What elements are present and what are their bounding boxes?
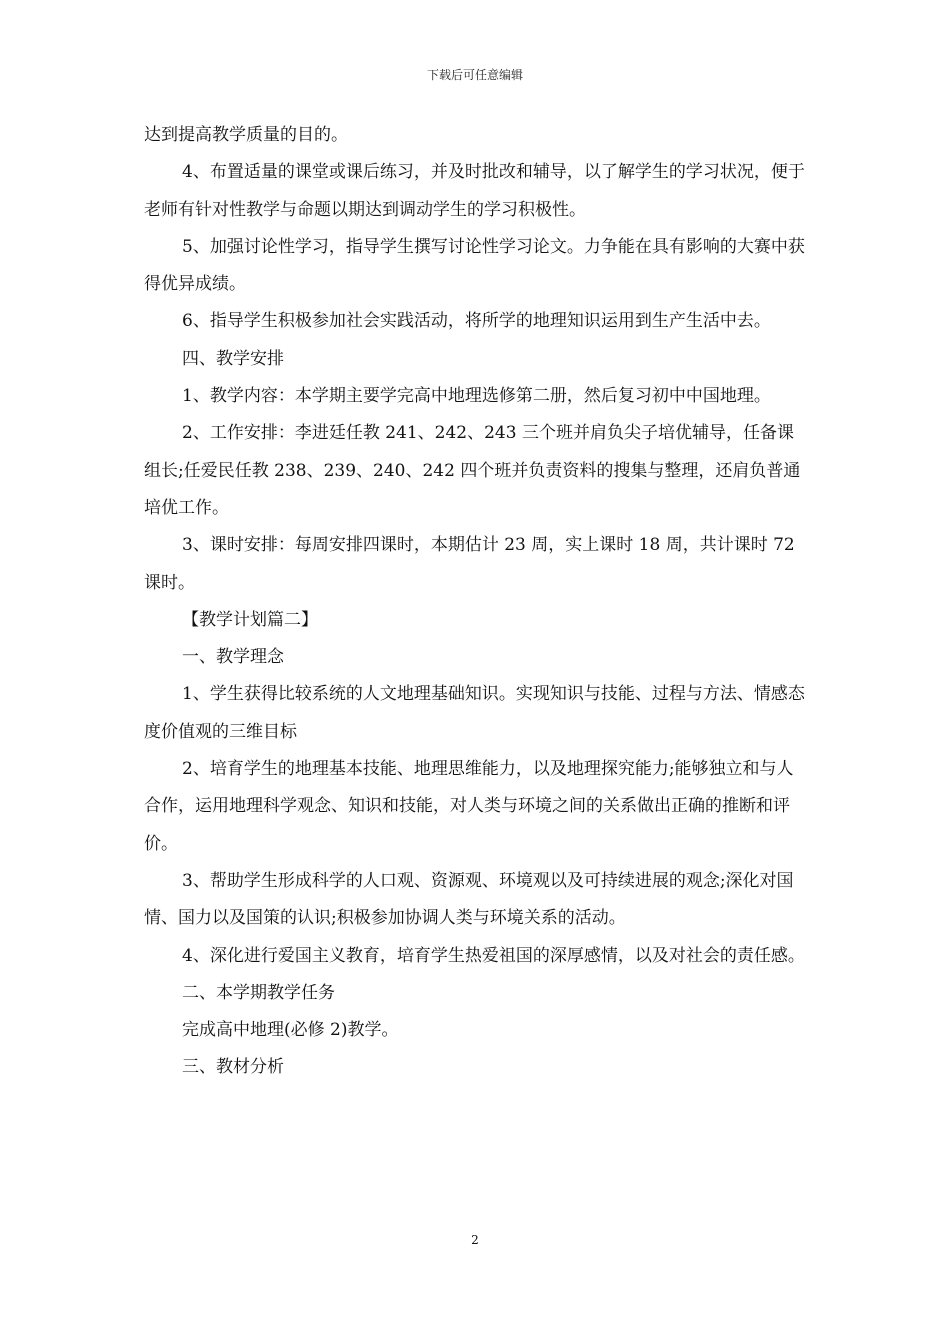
paragraph: 4、深化进行爱国主义教育，培育学生热爱祖国的深厚感情，以及对社会的责任感。 [182, 945, 805, 966]
paragraph: 完成高中地理(必修 2)教学。 [182, 1020, 399, 1041]
paragraph: 2、工作安排：李进廷任教 241、242、243 三个班并肩负尖子培优辅导，任备课组长;任爱民任教 238、239、240、242 四个班并负责资料的搜集与整理，还肩负普通培优工作。 [144, 423, 801, 518]
paragraph: 3、课时安排：每周安排四课时，本期估计 23 周，实上课时 18 周，共计课时 72 课时。 [144, 535, 801, 593]
paragraph: 5、加强讨论性学习，指导学生撰写讨论性学习论文。力争能在具有影响的大赛中获得优异成绩。 [144, 236, 805, 295]
paragraph: 1、学生获得比较系统的人文地理基础知识。实现知识与技能、过程与方法、情感态度价值观的三维目标 [144, 684, 805, 742]
paragraph: 3、帮助学生形成科学的人口观、资源观、环境观以及可持续进展的观念;深化对国情、国力以及国策的认识;积极参加协调人类与环境关系的活动。 [144, 870, 794, 929]
document-body [144, 117, 810, 1087]
section-heading: 二、本学期教学任务 [182, 982, 335, 1003]
section-title: 【教学计划篇二】 [182, 609, 318, 630]
section-heading: 四、教学安排 [182, 348, 284, 369]
section-heading: 三、教材分析 [182, 1057, 284, 1078]
paragraph: 1、教学内容：本学期主要学完高中地理选修第二册，然后复习初中中国地理。 [182, 386, 771, 407]
section-heading: 一、教学理念 [182, 647, 284, 668]
paragraph: 6、指导学生积极参加社会实践活动，将所学的地理知识运用到生产生活中去。 [182, 311, 771, 332]
page-number: 2 [471, 1233, 479, 1247]
page-header: 下载后可任意编辑 [426, 68, 523, 82]
paragraph: 2、培育学生的地理基本技能、地理思维能力，以及地理探究能力;能够独立和与人合作，运用地理科学观念、知识和技能，对人类与环境之间的关系做出正确的推断和评价。 [144, 759, 794, 854]
paragraph: 4、布置适量的课堂或课后练习，并及时批改和辅导，以了解学生的学习状况，便于老师有针对性教学与命题以期达到调动学生的学习积极性。 [144, 162, 805, 220]
paragraph: 达到提高教学质量的目的。 [144, 125, 348, 145]
